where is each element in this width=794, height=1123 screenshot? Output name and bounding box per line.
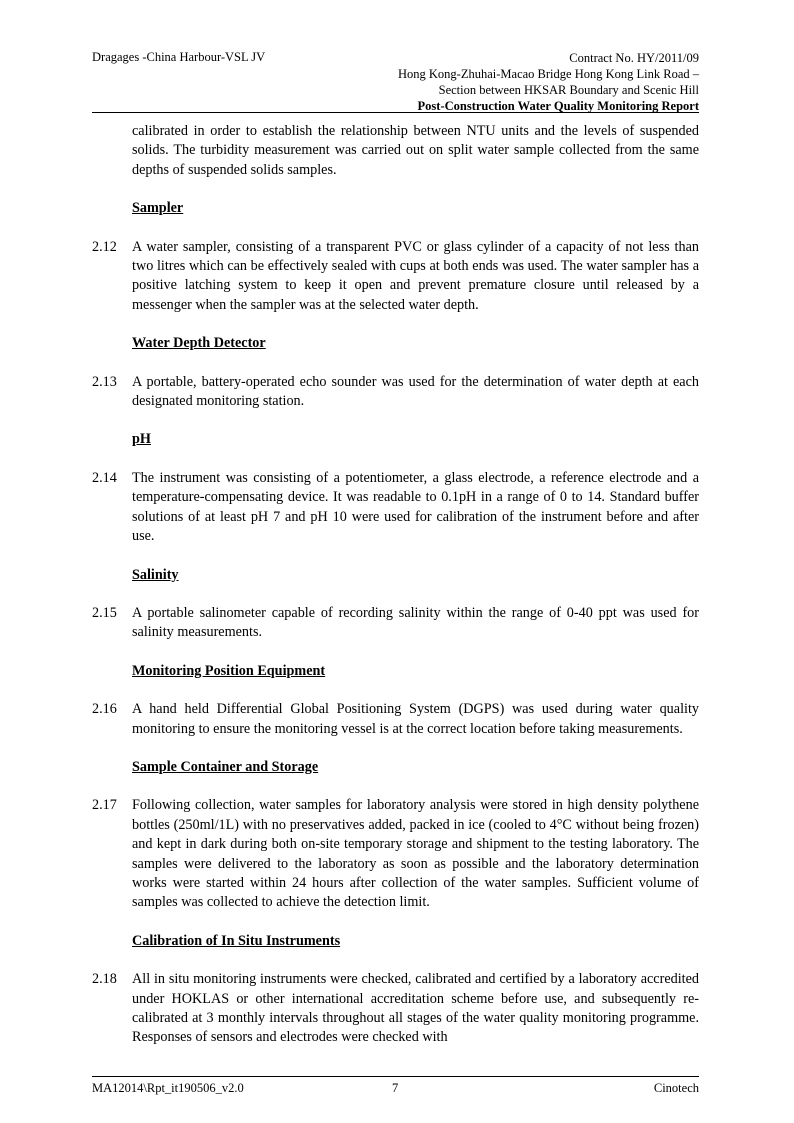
heading-sampler: Sampler bbox=[132, 200, 184, 217]
section-text: A water sampler, consisting of a transparent PVC or glass cylinder of a capacity of not less than two litres which can be effectively sealed with cups at both ends was used. The water sampler has a positive latching system to keep it open and prevent premature closure until released by a messenger when the sampler was at the selected water depth. bbox=[132, 238, 699, 313]
section-number: 2.15 bbox=[92, 604, 117, 621]
section-text: Following collection, water samples for laboratory analysis were stored in high density polythene bottles (250ml/1L) with no preservatives added, packed in ice (cooled to 4°C without being frozen) and kept in dark during both on-site temporary storage and shipment to the testing laboratory. The samples were delivered to the laboratory as soon as possible and the laboratory determination works were started within 24 hours after collection of the water samples. Sufficient volume of samples was collected to achieve the detection limit. bbox=[132, 797, 699, 911]
section-text: A portable salinometer capable of recording salinity within the range of 0-40 ppt was used for salinity measurements. bbox=[132, 604, 699, 641]
footer-file-ref: MA12014\Rpt_it190506_v2.0 bbox=[92, 1081, 244, 1095]
section-number: 2.14 bbox=[92, 469, 117, 486]
header-company: Dragages -China Harbour-VSL JV bbox=[92, 50, 266, 64]
header-divider bbox=[92, 112, 699, 113]
section-text: The instrument was consisting of a potentiometer, a glass electrode, a reference electrode and a temperature-compensating device. It was readable to 0.1pH in a range of 0 to 14. Standard buffer solutions of at least pH 7 and pH 10 were used for calibration of the instrument before and after use. bbox=[132, 469, 699, 545]
section-number: 2.12 bbox=[92, 238, 117, 255]
heading-salinity: Salinity bbox=[132, 566, 179, 583]
section-2-18 bbox=[92, 970, 699, 1048]
heading-sample-container-storage: Sample Container and Storage bbox=[132, 758, 319, 775]
section-number: 2.13 bbox=[92, 373, 117, 390]
section-number: 2.18 bbox=[92, 971, 117, 988]
intro-paragraph: calibrated in order to establish the relationship between NTU units and the levels of suspended solids. The turbidity measurement was carried out on split water sample collected from the same depths of suspended solids samples. bbox=[132, 123, 699, 178]
header-report-title: Post-Construction Water Quality Monitoring Report bbox=[417, 99, 699, 113]
header-block bbox=[398, 50, 699, 114]
section-2-12 bbox=[92, 238, 699, 316]
section-2-17 bbox=[92, 796, 699, 912]
heading-ph: pH bbox=[132, 431, 151, 448]
header-project-line1: Hong Kong-Zhuhai-Macao Bridge Hong Kong Link Road – bbox=[398, 67, 699, 81]
section-text: All in situ monitoring instruments were checked, calibrated and certified by a laboratory accredited under HOKLAS or other international accreditation scheme before use, and subsequently re-calibrated at 3 monthly intervals throughout all stages of the water quality monitoring programme. Responses of sensors and electrodes were checked with bbox=[132, 971, 699, 1046]
section-text: A portable, battery-operated echo sounder was used for the determination of water depth at each designated monitoring station. bbox=[132, 373, 699, 410]
section-2-16 bbox=[92, 700, 699, 739]
section-2-13 bbox=[92, 373, 699, 412]
heading-calibration-in-situ: Calibration of In Situ Instruments bbox=[132, 932, 341, 949]
body-content bbox=[92, 122, 699, 1048]
section-2-15 bbox=[92, 604, 699, 643]
section-number: 2.17 bbox=[92, 797, 117, 814]
header-project-line2: Section between HKSAR Boundary and Scenic Hill bbox=[438, 83, 699, 97]
section-text: A hand held Differential Global Positioning System (DGPS) was used during water quality monitoring to ensure the monitoring vessel is at the correct location before taking measurements. bbox=[132, 701, 699, 737]
footer-company: Cinotech bbox=[653, 1081, 699, 1095]
header-contract: Contract No. HY/2011/09 bbox=[569, 51, 699, 65]
heading-monitoring-position-equipment: Monitoring Position Equipment bbox=[132, 662, 326, 679]
heading-water-depth-detector: Water Depth Detector bbox=[132, 335, 266, 352]
section-number: 2.16 bbox=[92, 701, 117, 718]
section-2-14 bbox=[92, 469, 699, 547]
footer-page-number: 7 bbox=[392, 1081, 399, 1095]
footer-divider bbox=[92, 1076, 699, 1077]
